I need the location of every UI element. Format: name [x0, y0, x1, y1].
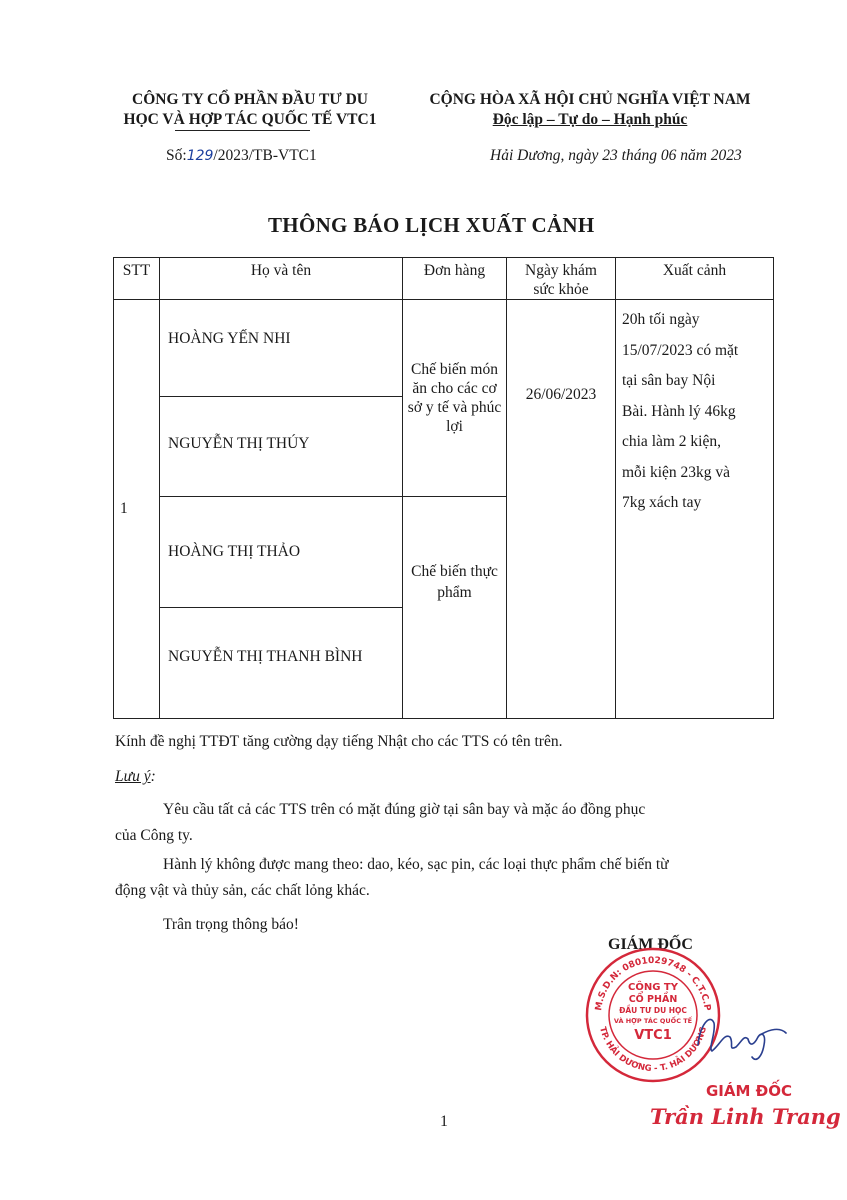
nation-motto-line2 — [400, 110, 780, 130]
departure-cell — [616, 300, 774, 719]
nation-header — [400, 90, 780, 130]
order-cell-2: Chế biến thực phẩm — [403, 497, 507, 719]
note-label — [115, 767, 156, 787]
departure-line-5: chia làm 2 kiện, — [622, 433, 721, 450]
note-paragraph-2-line1: Hành lý không được mang theo: dao, kéo, sạc pin, các loại thực phẩm chế biến từ — [163, 856, 669, 873]
stamp-ring-bottom: TP. HẢI DƯƠNG - T. HẢI DƯƠNG — [597, 1025, 709, 1075]
header-stt: STT — [114, 258, 160, 300]
company-name-line2 — [100, 110, 400, 130]
departure-line-3: tại sân bay Nội — [622, 372, 716, 389]
note-label-colon: : — [150, 768, 156, 785]
nation-motto-line2-text: Độc lập – Tự do – Hạnh phúc — [492, 111, 688, 128]
doc-number-handwritten: 129 — [186, 148, 214, 164]
departure-line-6: mỗi kiện 23kg và — [622, 463, 731, 481]
header-departure: Xuất cảnh — [616, 258, 774, 300]
stt-cell: 1 — [114, 300, 160, 719]
company-header — [100, 90, 400, 130]
note-paragraph-1-line1: Yêu cầu tất cả các TTS trên có mặt đúng giờ tại sân bay và mặc áo đồng phục — [163, 801, 646, 818]
company-name-line1: CÔNG TY CỔ PHẦN ĐẦU TƯ DU — [132, 91, 368, 108]
name-cell-3: HOÀNG THỊ THẢO — [160, 497, 403, 608]
handwritten-signature — [690, 1005, 790, 1065]
table-header-row — [114, 258, 774, 300]
stamp-role: GIÁM ĐỐC — [706, 1082, 792, 1100]
company-name-line2-text: HỌC VÀ HỢP TÁC QUỐC TẾ VTC1 — [123, 111, 377, 128]
header-name: Họ và tên — [160, 258, 403, 300]
doc-number-prefix: Số: — [166, 147, 187, 164]
header-order: Đơn hàng — [403, 258, 507, 300]
stamp-name: Trần Linh Trang — [650, 1104, 841, 1129]
place-date: Hải Dương, ngày 23 tháng 06 năm 2023 — [490, 147, 742, 164]
departure-line-1: 20h tối ngày — [622, 311, 700, 328]
table-row — [114, 300, 774, 397]
order-cell-1: Chế biến món ăn cho các cơ sở y tế và phúc lợi — [403, 300, 507, 497]
stamp-ring-top: M.S.D.N: 0801029748 - C.T.C.P — [594, 955, 712, 1012]
name-cell-1: HOÀNG YẾN NHI — [160, 300, 403, 397]
note-paragraph-2-line2: động vật và thủy sản, các chất lỏng khác. — [115, 882, 370, 899]
departure-line-2: 15/07/2023 có mặt — [622, 341, 739, 359]
stamp-line-4: VÀ HỢP TÁC QUỐC TẾ — [613, 1017, 693, 1025]
exam-date-cell: 26/06/2023 — [507, 300, 616, 719]
stamp-line-2: CỔ PHẦN — [628, 994, 678, 1005]
page-number: 1 — [440, 1113, 448, 1130]
stamp-line-3: ĐẦU TƯ DU HỌC — [619, 1006, 687, 1015]
doc-number-suffix: /2023/TB-VTC1 — [213, 147, 317, 164]
note-paragraph-1-line2: của Công ty. — [115, 827, 193, 844]
departure-line-4: Bài. Hành lý 46kg — [622, 402, 736, 420]
page-title: THÔNG BÁO LỊCH XUẤT CẢNH — [268, 213, 595, 237]
departure-line-7: 7kg xách tay — [622, 494, 702, 511]
header-exam-date: Ngày khám sức khỏe — [507, 258, 616, 300]
signature-role: GIÁM ĐỐC — [608, 936, 693, 953]
document-number — [166, 146, 317, 166]
nation-motto-line1: CỘNG HÒA XÃ HỘI CHỦ NGHĨA VIỆT NAM — [429, 91, 751, 108]
request-paragraph: Kính đề nghị TTĐT tăng cường dạy tiếng Nhật cho các TTS có tên trên. — [115, 733, 563, 750]
name-cell-4: NGUYỄN THỊ THANH BÌNH — [160, 608, 403, 719]
name-cell-2: NGUYỄN THỊ THÚY — [160, 397, 403, 497]
company-underline — [175, 130, 310, 131]
stamp-line-5: VTC1 — [634, 1028, 672, 1043]
note-label-text: Lưu ý — [115, 768, 151, 785]
departure-table — [113, 257, 774, 719]
closing-text: Trân trọng thông báo! — [163, 916, 299, 933]
stamp-line-1: CÔNG TY — [628, 982, 678, 993]
